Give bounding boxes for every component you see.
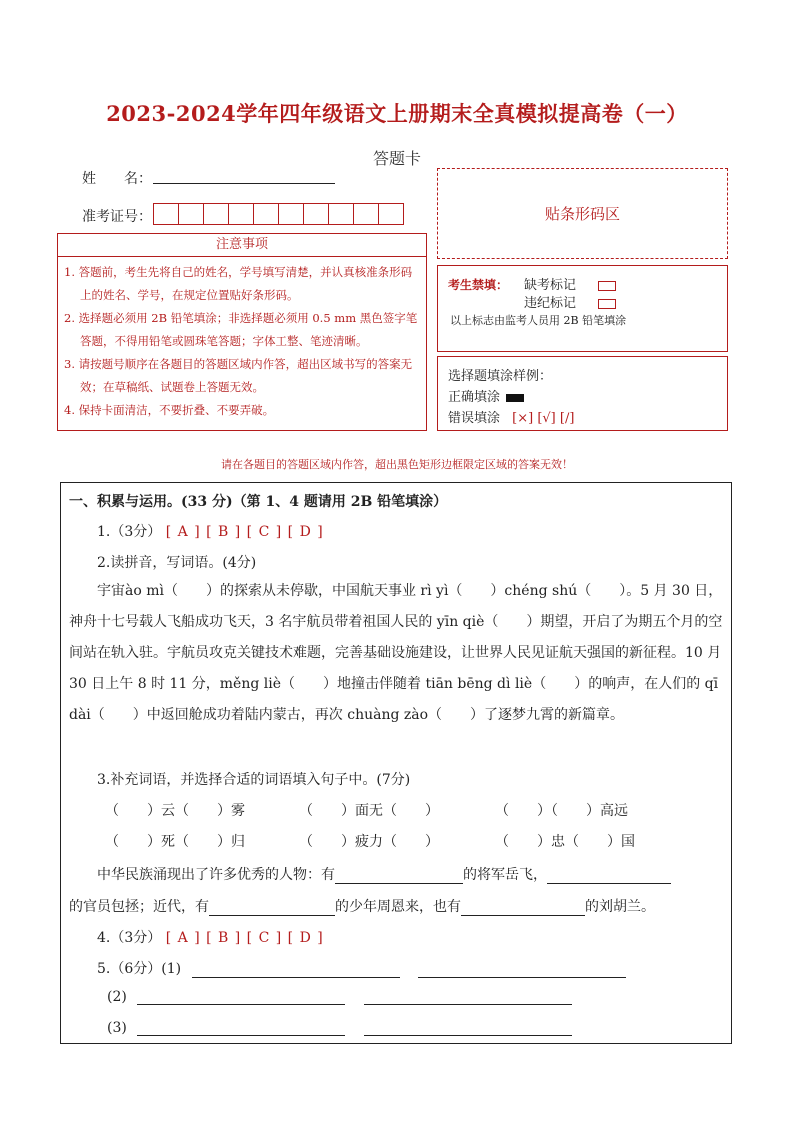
notice-box	[57, 233, 427, 431]
question-5-line-3	[107, 1020, 572, 1036]
q3-sentence-text: 的将军岳飞，	[463, 867, 547, 883]
q1-label: 1.（3分）	[97, 524, 162, 540]
q3-sentence-text: 的刘胡兰。	[585, 899, 655, 915]
question-1	[97, 521, 324, 541]
q5-answer-line[interactable]	[192, 963, 400, 978]
id-digit-box[interactable]	[378, 203, 404, 225]
correct-row	[448, 386, 524, 405]
notice-item: 2. 选择题必须用 2B 铅笔填涂；非选择题必须用 0.5 mm 黑色签字笔答题，不得用铅笔或圆珠笔答题；字体工整、笔迹清晰。	[64, 311, 418, 348]
q3-sentence-text: 的少年周恩来，也有	[335, 899, 461, 915]
q5-answer-line[interactable]	[418, 963, 626, 978]
q5-sub-label: (3)	[107, 1020, 127, 1036]
page-subtitle: 答题卡	[372, 149, 421, 168]
barcode-label: 贴条形码区	[544, 205, 620, 223]
question-4	[97, 927, 324, 947]
wrong-marks: [×] [√] [/]	[512, 411, 575, 426]
q4-label: 4.（3分）	[97, 930, 162, 946]
notice-item: 3. 请按题号顺序在各题目的答题区域内作答，超出区域书写的答案无效；在草稿纸、试题卷上答题无效。	[64, 357, 413, 394]
absent-label: 缺考标记	[524, 278, 577, 293]
answer-section-1	[60, 482, 732, 1044]
id-digit-box[interactable]	[353, 203, 379, 225]
violation-row	[524, 292, 616, 311]
wrong-row	[448, 407, 574, 426]
violation-mark[interactable]	[598, 299, 616, 309]
q3-word[interactable]: （ ）忠（ ）国	[495, 834, 635, 850]
id-digit-box[interactable]	[253, 203, 279, 225]
examinee-forbid-box	[437, 265, 728, 352]
q3-blank[interactable]	[335, 869, 463, 884]
q3-sentence-line-1	[97, 864, 671, 884]
id-digit-box[interactable]	[303, 203, 329, 225]
q2-label: 2.读拼音，写词语。(4分)	[97, 555, 257, 571]
q3-word[interactable]: （ ）云（ ）雾	[105, 803, 245, 819]
notice-item: 1. 答题前，考生先将自己的姓名，学号填写清楚，并认真核准条形码上的姓名、学号，在规定位置贴好条形码。	[64, 265, 413, 302]
q5-sub-label: (2)	[107, 989, 127, 1005]
sample-heading: 选择题填涂样例：	[448, 369, 553, 384]
q5-label: 5.（6分）(1)	[97, 961, 182, 977]
fill-sample-box	[437, 356, 728, 431]
question-5-line-2	[107, 989, 572, 1005]
correct-label: 正确填涂	[448, 390, 501, 405]
q3-word[interactable]: （ ）疲力（ ）	[299, 834, 439, 850]
q3-sentence-text: 的官员包拯；近代，有	[69, 899, 209, 915]
q5-answer-line[interactable]	[137, 1021, 345, 1036]
page-title: 2023-2024学年四年级语文上册期末全真模拟提高卷（一）	[106, 101, 688, 126]
q2-passage[interactable]: 宇宙ào mì（ ）的探索从未停歇，中国航天事业 rì yì（ ）chéng shú（ ）。5 月 30 日，神舟十七号载人飞船成功飞天，3 名宇航员带着祖国人民的 yīn qiè（ ）期望，开启了为期五个月的空间站在轨入驻。宇航员攻克关键技术难题，完善基础设施建设，让世界人民见证航天强国的新征程。10 月 30 日上午 8 时 11 分，měng liè（ ）地撞击伴随着 tiān bēng dì liè（ ）的响声，在人们的 qī dài（ ）中返回舱成功着陆内蒙古，再次 chuàng zào（ ）了逐梦九霄的新篇章。	[69, 583, 723, 723]
q4-options[interactable]: [ A ] [ B ] [ C ] [ D ]	[165, 930, 324, 946]
q5-answer-line[interactable]	[364, 990, 572, 1005]
name-field[interactable]	[153, 183, 335, 184]
id-digit-box[interactable]	[178, 203, 204, 225]
id-digit-box[interactable]	[278, 203, 304, 225]
q3-word[interactable]: （ ）（ ）高远	[495, 803, 628, 819]
q3-blank[interactable]	[461, 901, 585, 916]
id-label: 准考证号：	[82, 209, 152, 225]
section-heading: 一、积累与运用。(33 分)（第 1、4 题请用 2B 铅笔填涂）	[69, 494, 448, 510]
id-digit-box[interactable]	[328, 203, 354, 225]
q3-blank[interactable]	[209, 901, 335, 916]
q3-label: 3.补充词语，并选择合适的词语填入句子中。(7分)	[97, 772, 411, 788]
violation-label: 违纪标记	[524, 296, 577, 311]
q3-word[interactable]: （ ）死（ ）归	[105, 834, 245, 850]
absent-mark[interactable]	[598, 281, 616, 291]
question-5-line-1	[97, 958, 626, 978]
forbid-note: 以上标志由监考人员用 2B 铅笔填涂	[450, 314, 627, 327]
id-number-boxes[interactable]	[153, 203, 403, 225]
correct-fill-mark	[506, 394, 524, 402]
id-digit-box[interactable]	[153, 203, 179, 225]
q5-answer-line[interactable]	[364, 1021, 572, 1036]
q3-sentence-line-2	[69, 896, 655, 916]
notice-item: 4. 保持卡面清洁，不要折叠、不要弄破。	[64, 403, 275, 417]
forbid-heading: 考生禁填：	[448, 278, 509, 292]
q3-word[interactable]: （ ）面无（ ）	[299, 803, 439, 819]
absent-row	[524, 274, 616, 293]
q3-sentence-text: 中华民族涌现出了许多优秀的人物：有	[97, 867, 335, 883]
notice-heading: 注意事项	[58, 234, 426, 257]
id-digit-box[interactable]	[228, 203, 254, 225]
q3-blank[interactable]	[547, 869, 671, 884]
id-digit-box[interactable]	[203, 203, 229, 225]
answer-area-warning: 请在各题目的答题区域内作答，超出黑色矩形边框限定区域的答案无效！	[221, 458, 573, 471]
q5-answer-line[interactable]	[137, 990, 345, 1005]
wrong-label: 错误填涂	[448, 411, 501, 426]
barcode-area	[437, 168, 728, 259]
q1-options[interactable]: [ A ] [ B ] [ C ] [ D ]	[165, 524, 324, 540]
name-label: 姓 名：	[82, 171, 152, 187]
